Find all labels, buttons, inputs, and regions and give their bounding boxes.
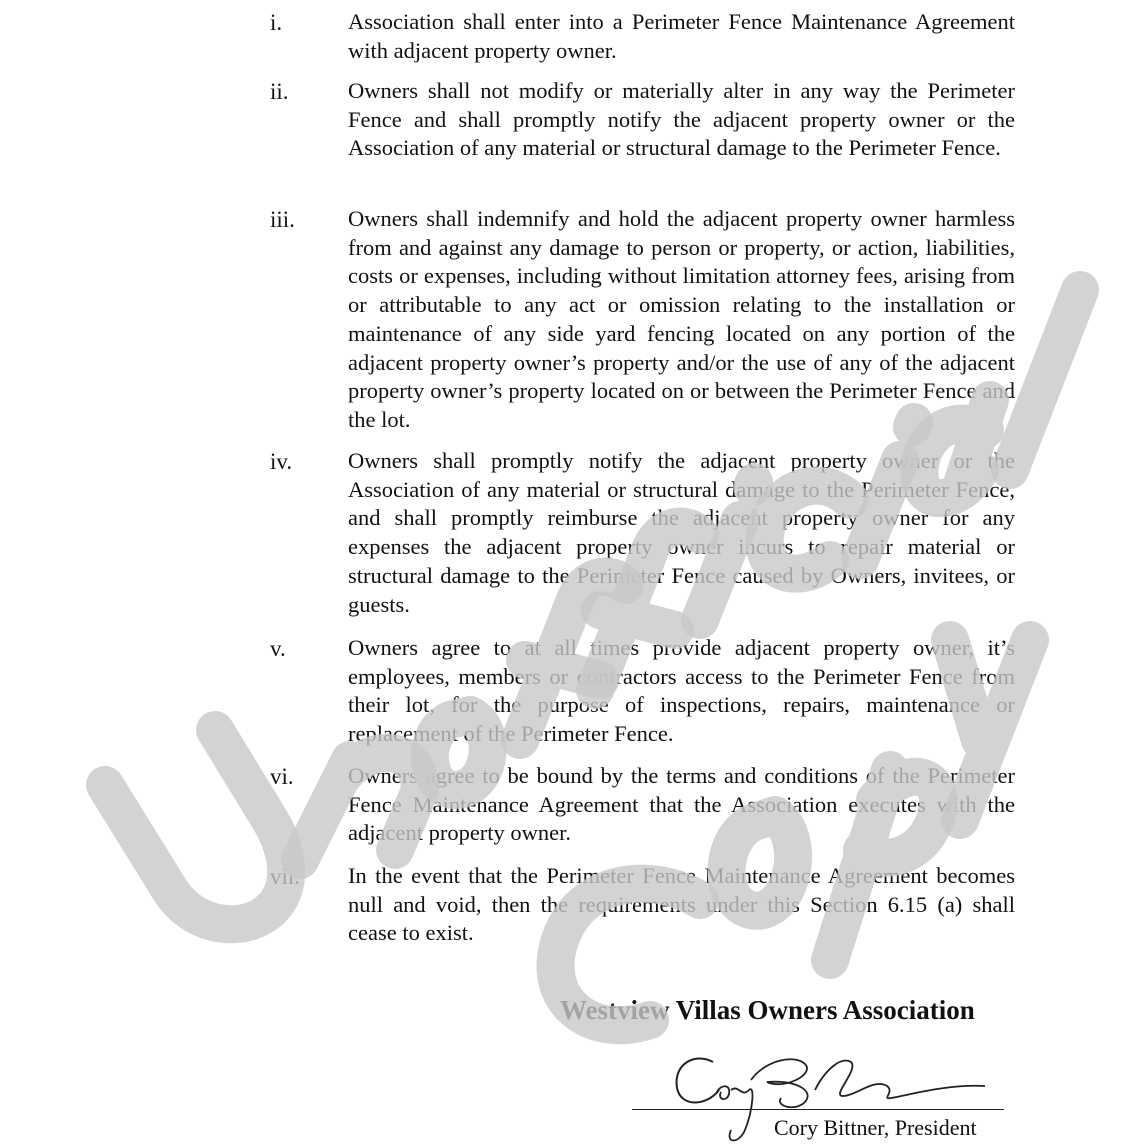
item-text: Owners shall indemnify and hold the adjacent property owner harmless from and against any damage to person or property, or action, liabilities, costs or expenses, including without limitation attorney fees, arising from or attributable to any act or omission relating to the installation or maintenance of any side yard fencing located on any portion of the adjacent property owner’s property and/or the use of any of the adjacent property owner’s property located on or between the Perimeter Fence and the lot. bbox=[348, 206, 1015, 432]
item-numeral: vii. bbox=[270, 864, 301, 889]
item-numeral: i. bbox=[270, 10, 283, 35]
organization-name: Westview Villas Owners Association bbox=[560, 995, 975, 1025]
item-numeral: iii. bbox=[270, 207, 295, 232]
item-numeral: iv. bbox=[270, 449, 293, 474]
item-text: Owners shall promptly notify the adjacent property owner or the Association of any material or structural damage to the Perimeter Fence, and shall promptly reimburse the adjacent property owner for any expenses the adjacent property owner incurs to repair material or structural damage to the Perimeter Fence caused by Owners, invitees, or guests. bbox=[348, 448, 1015, 617]
item-text: Owners agree to be bound by the terms and conditions of the Perimeter Fence Maintenance Agreement that the Association executes with the adjacent property owner. bbox=[348, 763, 1015, 846]
item-numeral: ii. bbox=[270, 79, 289, 104]
signature-line bbox=[632, 1109, 1004, 1110]
item-text: Owners agree to at all times provide adjacent property owner, it’s employees, members or contractors access to the Perimeter Fence from their lot, for the purpose of inspections, repairs, maintenance or replacement of the Perimeter Fence. bbox=[348, 635, 1015, 747]
item-text: Owners shall not modify or materially alter in any way the Perimeter Fence and shall promptly notify the adjacent property owner or the Association of any material or structural damage to the Perimeter Fence. bbox=[348, 78, 1015, 161]
item-text: Association shall enter into a Perimeter Fence Maintenance Agreement with adjacent property owner. bbox=[348, 9, 1015, 63]
signer-name: Cory Bittner, President bbox=[774, 1115, 977, 1140]
item-numeral: v. bbox=[270, 636, 286, 661]
item-numeral: vi. bbox=[270, 764, 294, 789]
item-text: In the event that the Perimeter Fence Maintenance Agreement becomes null and void, then the requirements under this Section 6.15 (a) shall cease to exist. bbox=[348, 863, 1015, 946]
